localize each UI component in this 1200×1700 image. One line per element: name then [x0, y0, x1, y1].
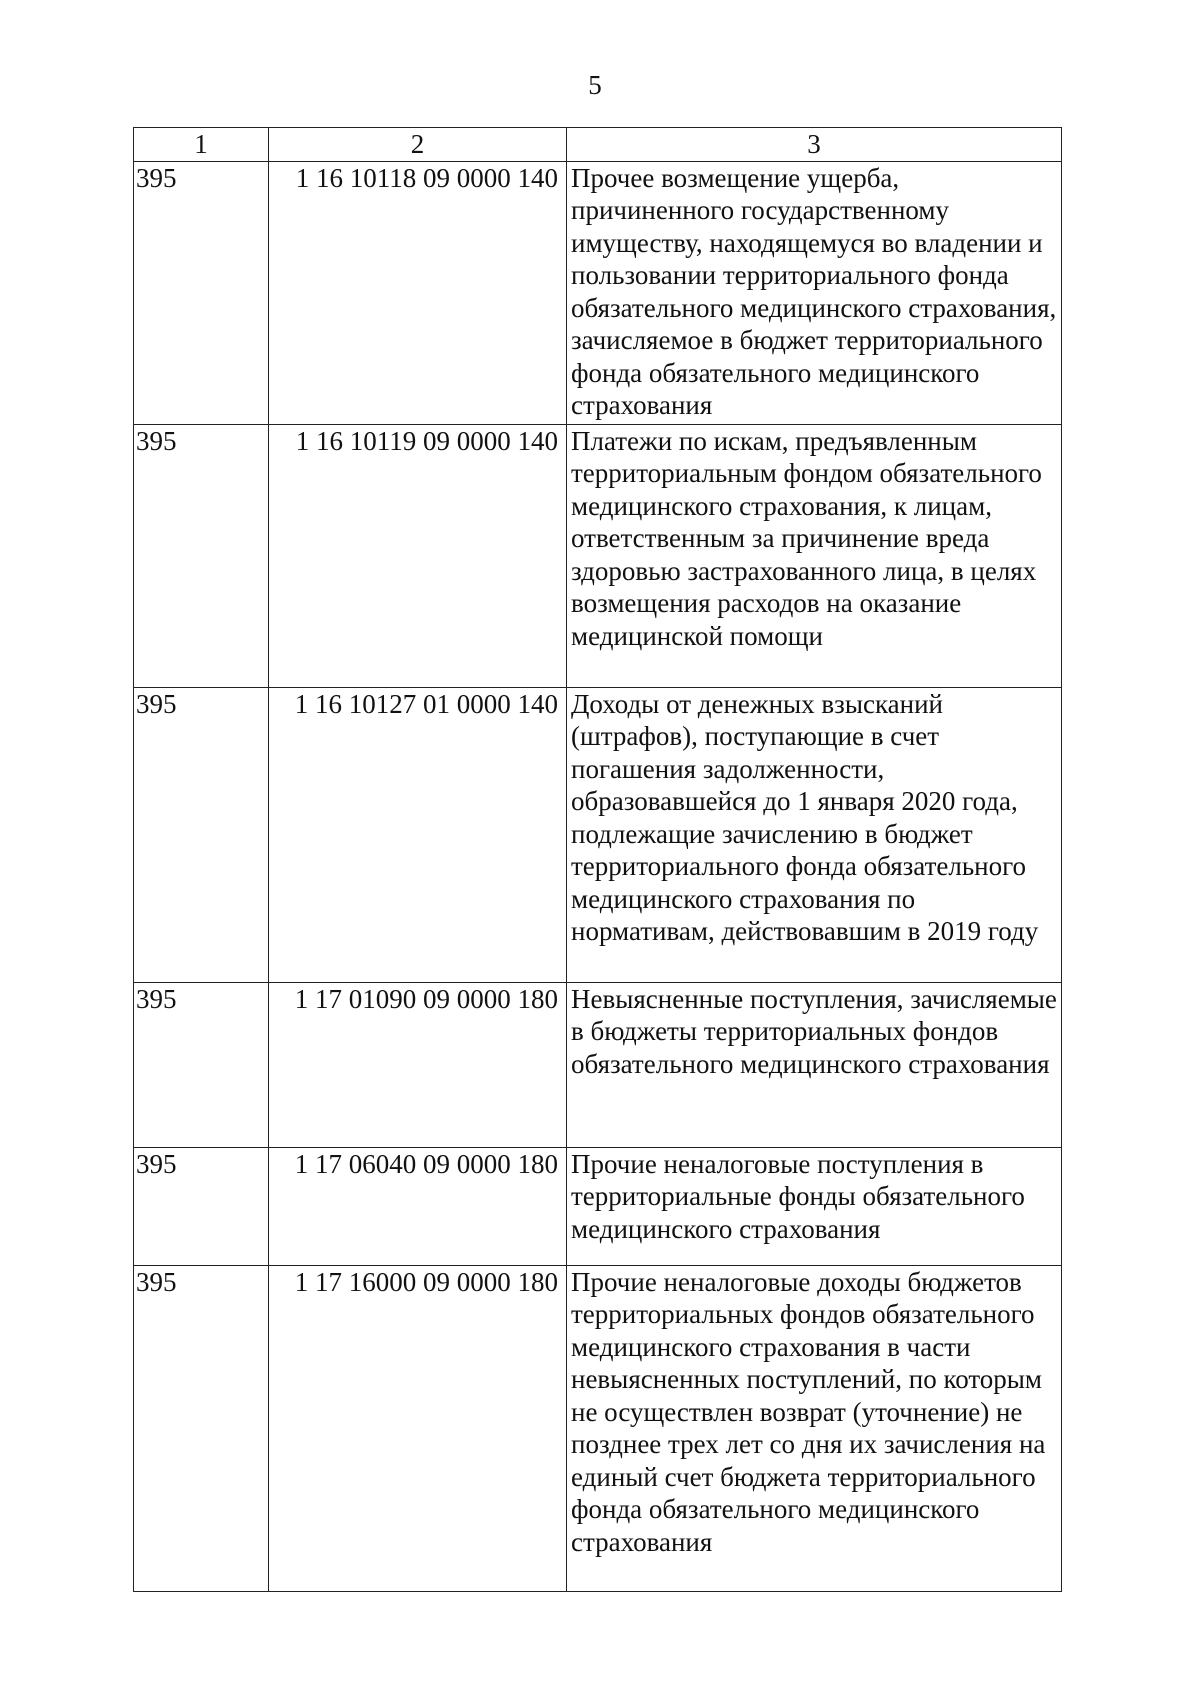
kbk-code-cell: 1 17 16000 09 0000 180: [269, 1265, 567, 1591]
admin-code-cell: 395: [134, 424, 269, 687]
column-header-1: 1: [134, 128, 269, 162]
kbk-code-cell: 1 17 06040 09 0000 180: [269, 1147, 567, 1265]
description-cell: Невыясненные поступления, зачисляемые в бюджеты территориальных фондов обязательного медицинского страхования: [567, 982, 1062, 1147]
table-body: [134, 161, 1062, 1591]
table-header: [134, 128, 1062, 162]
admin-code-cell: 395: [134, 1265, 269, 1591]
table-row: [134, 982, 1062, 1147]
description-cell: Доходы от денежных взысканий (штрафов), поступающие в счет погашения задолженности, образовавшейся до 1 января 2020 года, подлежащие зачислению в бюджет территориального фонда обязательного медицинского страхования по нормативам, действовавшим в 2019 году: [567, 687, 1062, 982]
admin-code-cell: 395: [134, 982, 269, 1147]
description-cell: Платежи по искам, предъявленным территориальным фондом обязательного медицинского страхования, к лицам, ответственным за причинение вреда здоровью застрахованного лица, в целях возмещения расходов на оказание медицинской помощи: [567, 424, 1062, 687]
kbk-code-cell: 1 16 10127 01 0000 140: [269, 687, 567, 982]
revenue-codes-table: [133, 127, 1062, 1592]
table-row: [134, 687, 1062, 982]
header-row: [134, 128, 1062, 162]
description-cell: Прочие неналоговые поступления в территориальные фонды обязательного медицинского страхования: [567, 1147, 1062, 1265]
table-row: [134, 424, 1062, 687]
table-row: [134, 1147, 1062, 1265]
kbk-code-cell: 1 17 01090 09 0000 180: [269, 982, 567, 1147]
page-number: 5: [588, 70, 602, 100]
admin-code-cell: 395: [134, 161, 269, 424]
table-row: [134, 1265, 1062, 1591]
description-cell: Прочие неналоговые доходы бюджетов территориальных фондов обязательного медицинского страхования в части невыясненных поступлений, по которым не осуществлен возврат (уточнение) не позднее трех лет со дня их зачисления на единый счет бюджета территориального фонда обязательного медицинского страхования: [567, 1265, 1062, 1591]
kbk-code-cell: 1 16 10119 09 0000 140: [269, 424, 567, 687]
admin-code-cell: 395: [134, 1147, 269, 1265]
column-header-3: 3: [567, 128, 1062, 162]
table-row: [134, 161, 1062, 424]
admin-code-cell: 395: [134, 687, 269, 982]
column-header-2: 2: [269, 128, 567, 162]
description-cell: Прочее возмещение ущерба, причиненного государственному имуществу, находящемуся во владении и пользовании территориального фонда обязательного медицинского страхования, зачисляемое в бюджет территориального фонда обязательного медицинского страхования: [567, 161, 1062, 424]
kbk-code-cell: 1 16 10118 09 0000 140: [269, 161, 567, 424]
